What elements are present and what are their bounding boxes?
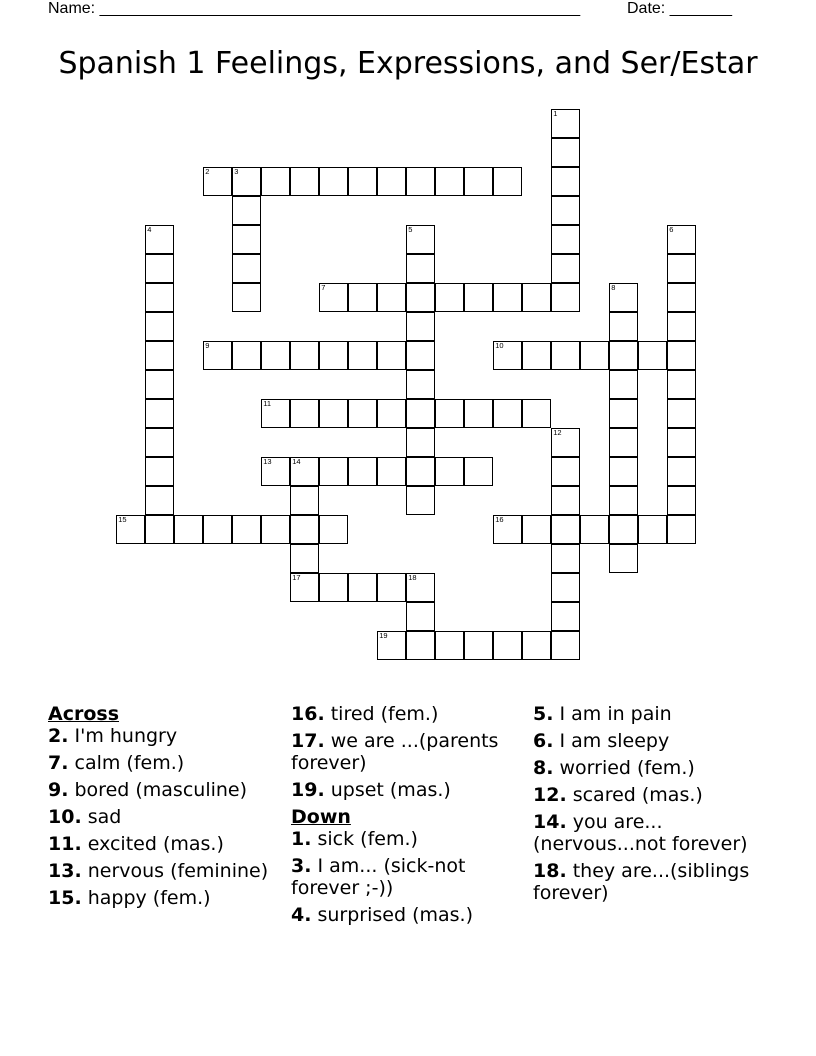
grid-cell[interactable]: [406, 486, 435, 515]
grid-cell[interactable]: [290, 486, 319, 515]
clue-item: [291, 730, 521, 774]
clue-number: 5: [408, 225, 413, 235]
grid-cell[interactable]: [406, 428, 435, 457]
grid-cell[interactable]: [406, 312, 435, 341]
grid-cell[interactable]: [348, 167, 377, 196]
grid-cell[interactable]: [667, 341, 696, 370]
clues-column-3: [533, 703, 773, 909]
grid-cell[interactable]: [319, 283, 348, 312]
grid-cell[interactable]: [435, 457, 464, 486]
grid-cell[interactable]: [348, 573, 377, 602]
grid-cell[interactable]: [145, 457, 174, 486]
grid-cell[interactable]: [551, 167, 580, 196]
grid-cell[interactable]: [551, 283, 580, 312]
clue-number: 13: [263, 457, 272, 467]
grid-cell[interactable]: [667, 399, 696, 428]
grid-cell[interactable]: [551, 544, 580, 573]
grid-cell[interactable]: [145, 254, 174, 283]
clue-item-number: 8.: [533, 757, 554, 779]
grid-cell[interactable]: [145, 283, 174, 312]
clue-item: [533, 784, 773, 806]
grid-cell[interactable]: [232, 167, 261, 196]
grid-cell[interactable]: [406, 254, 435, 283]
grid-cell[interactable]: [232, 515, 261, 544]
grid-cell[interactable]: [348, 399, 377, 428]
grid-cell[interactable]: [145, 399, 174, 428]
clue-number: 4: [147, 225, 152, 235]
clue-item: [48, 833, 278, 855]
clue-item: [533, 811, 773, 855]
grid-cell[interactable]: [232, 341, 261, 370]
grid-cell[interactable]: [290, 573, 319, 602]
grid-cell[interactable]: [145, 225, 174, 254]
clue-item-number: 9.: [48, 779, 69, 801]
clue-item-number: 14.: [533, 811, 567, 833]
clue-number: 10: [495, 341, 504, 351]
grid-cell[interactable]: [377, 167, 406, 196]
clue-number: 8: [611, 283, 616, 293]
grid-cell[interactable]: [609, 515, 638, 544]
clue-item-text: nervous (feminine): [81, 860, 269, 882]
grid-cell[interactable]: [493, 341, 522, 370]
grid-cell[interactable]: [348, 341, 377, 370]
grid-cell[interactable]: [377, 341, 406, 370]
clue-item: [533, 730, 773, 752]
grid-cell[interactable]: [261, 341, 290, 370]
grid-cell[interactable]: [406, 283, 435, 312]
grid-cell[interactable]: [551, 109, 580, 138]
grid-cell[interactable]: [609, 370, 638, 399]
grid-cell[interactable]: [290, 515, 319, 544]
grid-cell[interactable]: [551, 196, 580, 225]
grid-cell[interactable]: [522, 341, 551, 370]
grid-cell[interactable]: [551, 602, 580, 631]
clue-item-text: sick (fem.): [311, 828, 418, 850]
clue-item-text: they are...(siblings forever): [533, 860, 750, 904]
clue-item-number: 6.: [533, 730, 554, 752]
grid-cell[interactable]: [551, 457, 580, 486]
grid-cell[interactable]: [551, 341, 580, 370]
clue-item: [48, 725, 278, 747]
grid-cell[interactable]: [609, 312, 638, 341]
grid-cell[interactable]: [232, 225, 261, 254]
clue-item-number: 19.: [291, 779, 325, 801]
clue-item-number: 15.: [48, 887, 82, 909]
grid-cell[interactable]: [464, 167, 493, 196]
grid-cell[interactable]: [464, 457, 493, 486]
grid-cell[interactable]: [145, 428, 174, 457]
clues-column-2: [291, 703, 521, 931]
header-line: [48, 0, 768, 20]
grid-cell[interactable]: [261, 515, 290, 544]
grid-cell[interactable]: [232, 283, 261, 312]
grid-cell[interactable]: [580, 341, 609, 370]
clue-item-number: 7.: [48, 752, 69, 774]
clue-item-number: 12.: [533, 784, 567, 806]
clue-number: 18: [408, 573, 417, 583]
grid-cell[interactable]: [406, 225, 435, 254]
grid-cell[interactable]: [174, 515, 203, 544]
grid-cell[interactable]: [377, 631, 406, 660]
clue-item: [48, 752, 278, 774]
grid-cell[interactable]: [406, 370, 435, 399]
clue-number: 12: [553, 428, 562, 438]
clue-number: 6: [669, 225, 674, 235]
grid-cell[interactable]: [638, 341, 667, 370]
clue-number: 7: [321, 283, 326, 293]
grid-cell[interactable]: [319, 515, 348, 544]
grid-cell[interactable]: [551, 225, 580, 254]
grid-cell[interactable]: [145, 370, 174, 399]
clue-item-text: surprised (mas.): [311, 904, 473, 926]
page-title: Spanish 1 Feelings, Expressions, and Ser/Estar: [58, 46, 758, 81]
grid-cell[interactable]: [493, 631, 522, 660]
grid-cell[interactable]: [145, 341, 174, 370]
grid-cell[interactable]: [319, 341, 348, 370]
grid-cell[interactable]: [667, 254, 696, 283]
clue-item-number: 10.: [48, 806, 82, 828]
clue-number: 14: [292, 457, 301, 467]
clue-item-text: excited (mas.): [81, 833, 224, 855]
grid-cell[interactable]: [261, 399, 290, 428]
clue-number: 2: [205, 167, 210, 177]
grid-cell[interactable]: [522, 283, 551, 312]
grid-cell[interactable]: [203, 167, 232, 196]
grid-cell[interactable]: [609, 399, 638, 428]
grid-cell[interactable]: [580, 515, 609, 544]
clue-item-number: 13.: [48, 860, 82, 882]
grid-cell[interactable]: [261, 457, 290, 486]
date-field[interactable]: Date: _______: [627, 0, 732, 17]
clue-item: [48, 779, 278, 801]
clue-item-text: calm (fem.): [68, 752, 185, 774]
grid-cell[interactable]: [203, 515, 232, 544]
clue-item-number: 4.: [291, 904, 312, 926]
clue-number: 15: [118, 515, 127, 525]
clue-item-number: 11.: [48, 833, 82, 855]
grid-cell[interactable]: [435, 283, 464, 312]
grid-cell[interactable]: [667, 312, 696, 341]
grid-cell[interactable]: [638, 515, 667, 544]
clue-number: 17: [292, 573, 301, 583]
clue-item: [48, 806, 278, 828]
grid-cell[interactable]: [145, 515, 174, 544]
grid-cell[interactable]: [319, 573, 348, 602]
grid-cell[interactable]: [406, 167, 435, 196]
grid-cell[interactable]: [290, 457, 319, 486]
grid-cell[interactable]: [406, 399, 435, 428]
grid-cell[interactable]: [609, 544, 638, 573]
clue-item-text: happy (fem.): [81, 887, 211, 909]
clue-number: 11: [263, 399, 272, 409]
clue-number: 1: [553, 109, 558, 119]
clue-item-text: I am in pain: [553, 703, 672, 725]
grid-cell[interactable]: [464, 631, 493, 660]
grid-cell[interactable]: [493, 167, 522, 196]
grid-cell[interactable]: [435, 399, 464, 428]
grid-cell[interactable]: [493, 515, 522, 544]
clue-item-number: 3.: [291, 855, 312, 877]
grid-cell[interactable]: [203, 341, 232, 370]
grid-cell[interactable]: [290, 544, 319, 573]
grid-cell[interactable]: [551, 138, 580, 167]
clues-column-1: [48, 703, 278, 914]
down-heading: Down: [291, 806, 351, 828]
name-field[interactable]: Name: ______________________________________________________: [48, 0, 581, 17]
grid-cell[interactable]: [609, 457, 638, 486]
clue-item-text: tired (fem.): [324, 703, 439, 725]
grid-cell[interactable]: [319, 399, 348, 428]
grid-cell[interactable]: [609, 283, 638, 312]
clue-item-text: sad: [81, 806, 122, 828]
grid-cell[interactable]: [435, 631, 464, 660]
grid-cell[interactable]: [348, 283, 377, 312]
grid-cell[interactable]: [609, 428, 638, 457]
grid-cell[interactable]: [493, 399, 522, 428]
grid-cell[interactable]: [261, 167, 290, 196]
clue-item-text: I am... (sick-not forever ;-)): [291, 855, 466, 899]
grid-cell[interactable]: [406, 457, 435, 486]
clue-item: [533, 703, 773, 725]
grid-cell[interactable]: [406, 602, 435, 631]
clue-item: [48, 860, 278, 882]
grid-cell[interactable]: [522, 399, 551, 428]
grid-cell[interactable]: [464, 283, 493, 312]
clue-item: [291, 703, 521, 725]
grid-cell[interactable]: [464, 399, 493, 428]
clue-item: [291, 828, 521, 850]
clue-item: [291, 904, 521, 926]
grid-cell[interactable]: [319, 457, 348, 486]
clue-item-number: 2.: [48, 725, 69, 747]
grid-cell[interactable]: [667, 428, 696, 457]
clue-item-number: 5.: [533, 703, 554, 725]
grid-cell[interactable]: [116, 515, 145, 544]
clue-item-number: 16.: [291, 703, 325, 725]
clue-item-text: bored (masculine): [68, 779, 248, 801]
clue-item-text: scared (mas.): [566, 784, 703, 806]
grid-cell[interactable]: [609, 341, 638, 370]
grid-cell[interactable]: [667, 283, 696, 312]
grid-cell[interactable]: [551, 254, 580, 283]
grid-cell[interactable]: [290, 167, 319, 196]
clue-number: 19: [379, 631, 388, 641]
grid-cell[interactable]: [406, 341, 435, 370]
clue-item-number: 1.: [291, 828, 312, 850]
grid-cell[interactable]: [145, 312, 174, 341]
grid-cell[interactable]: [522, 515, 551, 544]
grid-cell[interactable]: [667, 225, 696, 254]
grid-cell[interactable]: [609, 486, 638, 515]
clue-number: 9: [205, 341, 210, 351]
grid-cell[interactable]: [551, 428, 580, 457]
grid-cell[interactable]: [551, 631, 580, 660]
grid-cell[interactable]: [319, 167, 348, 196]
clue-item-text: I'm hungry: [68, 725, 178, 747]
grid-cell[interactable]: [290, 341, 319, 370]
across-heading: Across: [48, 703, 120, 725]
grid-cell[interactable]: [667, 370, 696, 399]
clue-item-number: 17.: [291, 730, 325, 752]
clue-item-text: upset (mas.): [324, 779, 451, 801]
clue-item-text: I am sleepy: [553, 730, 670, 752]
grid-cell[interactable]: [377, 573, 406, 602]
grid-cell[interactable]: [145, 486, 174, 515]
grid-cell[interactable]: [406, 631, 435, 660]
grid-cell[interactable]: [406, 573, 435, 602]
grid-cell[interactable]: [232, 254, 261, 283]
grid-cell[interactable]: [435, 167, 464, 196]
grid-cell[interactable]: [522, 631, 551, 660]
grid-cell[interactable]: [232, 196, 261, 225]
grid-cell[interactable]: [377, 457, 406, 486]
clue-item-text: worried (fem.): [553, 757, 695, 779]
clue-item: [291, 855, 521, 899]
grid-cell[interactable]: [493, 283, 522, 312]
grid-cell[interactable]: [377, 399, 406, 428]
clue-item-text: we are ...(parents forever): [291, 730, 499, 774]
clue-item-number: 18.: [533, 860, 567, 882]
clue-item: [291, 779, 521, 801]
grid-cell[interactable]: [290, 399, 319, 428]
clue-item: [533, 860, 773, 904]
grid-cell[interactable]: [551, 515, 580, 544]
grid-cell[interactable]: [667, 486, 696, 515]
grid-cell[interactable]: [348, 457, 377, 486]
grid-cell[interactable]: [551, 486, 580, 515]
clue-number: 3: [234, 167, 239, 177]
clue-item: [48, 887, 278, 909]
grid-cell[interactable]: [377, 283, 406, 312]
clue-number: 16: [495, 515, 504, 525]
grid-cell[interactable]: [667, 515, 696, 544]
clue-item-text: you are...(nervous...not forever): [533, 811, 748, 855]
grid-cell[interactable]: [551, 573, 580, 602]
grid-cell[interactable]: [667, 457, 696, 486]
clue-item: [533, 757, 773, 779]
